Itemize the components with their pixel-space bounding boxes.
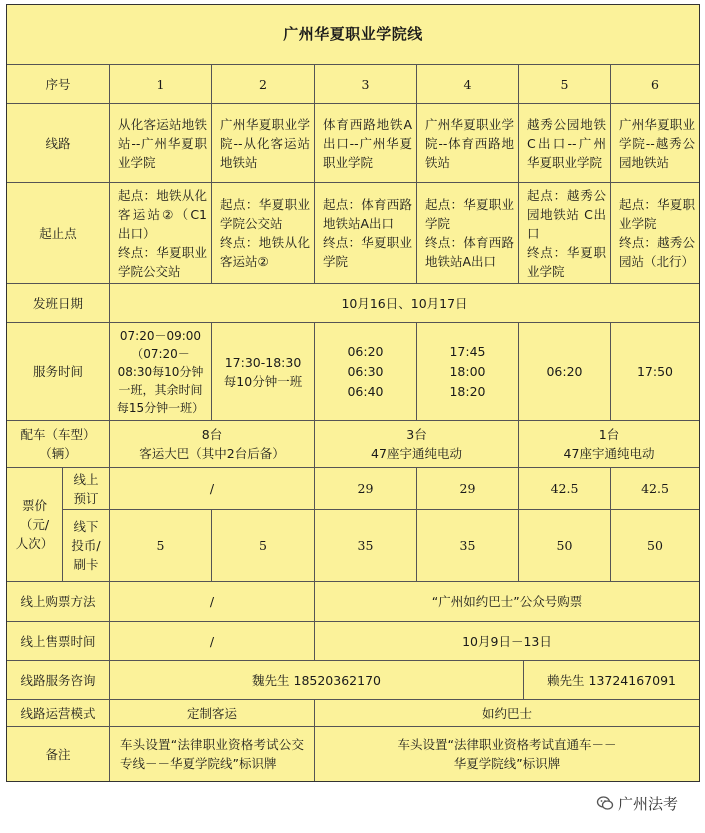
seq-1: 1 — [110, 65, 212, 104]
seq-6: 6 — [611, 65, 699, 104]
price-online-3: 29 — [315, 468, 417, 510]
remarks-2: 车头设置“法律职业资格考试直通车－－华夏学院线”标识牌 — [397, 737, 617, 771]
header-mode: 线路运营模式 — [7, 700, 110, 727]
vehicles-3: 1台 47座宇通纯电动 — [519, 421, 699, 468]
online-sale-time-2: 10月9日－13日 — [315, 622, 699, 661]
online-method-1: / — [110, 582, 315, 622]
consult-2: 赖先生 13724167091 — [524, 661, 699, 700]
header-price-offline: 线下 投币/ 刷卡 — [63, 510, 110, 582]
seq-2: 2 — [212, 65, 315, 104]
header-date: 发班日期 — [7, 284, 110, 323]
price-offline-5: 50 — [519, 510, 611, 582]
stops-1: 起点：地铁从化客运站②（C1出口） 终点：华夏职业学院公交站 — [110, 183, 212, 284]
wechat-icon — [596, 794, 614, 812]
header-route: 线路 — [7, 104, 110, 183]
price-offline-1: 5 — [110, 510, 212, 582]
watermark-text: 广州法考 — [618, 794, 679, 813]
header-price-online: 线上 预订 — [63, 468, 110, 510]
header-price: 票价 （元/ 人次） — [7, 468, 63, 582]
stops-2: 起点：华夏职业学院公交站 终点：地铁从化客运站② — [212, 183, 315, 284]
price-offline-3: 35 — [315, 510, 417, 582]
stops-6: 起点：华夏职业学院 终点：越秀公园站（北行） — [611, 183, 699, 284]
stops-3: 起点：体育西路地铁站A出口 终点：华夏职业学院 — [315, 183, 417, 284]
date-value: 10月16日、10月17日 — [110, 284, 699, 323]
route-5: 越秀公园地铁C出口--广州华夏职业学院 — [519, 104, 611, 183]
seq-4: 4 — [417, 65, 519, 104]
watermark — [596, 792, 678, 814]
price-offline-2: 5 — [212, 510, 315, 582]
header-seq: 序号 — [7, 65, 110, 104]
table-title: 广州华夏职业学院线 — [7, 5, 699, 65]
seq-5: 5 — [519, 65, 611, 104]
route-4: 广州华夏职业学院--体育西路地铁站 — [417, 104, 519, 183]
mode-1: 定制客运 — [110, 700, 315, 727]
route-2: 广州华夏职业学院--从化客运站地铁站 — [212, 104, 315, 183]
seq-3: 3 — [315, 65, 417, 104]
price-online-6: 42.5 — [611, 468, 699, 510]
route-3: 体育西路地铁A出口--广州华夏职业学院 — [315, 104, 417, 183]
price-offline-6: 50 — [611, 510, 699, 582]
service-time-3: 06:20 06:30 06:40 — [315, 323, 417, 421]
online-method-2: “广州如约巴士”公众号购票 — [315, 582, 699, 622]
route-6: 广州华夏职业学院--越秀公园地铁站 — [611, 104, 699, 183]
stops-5: 起点：越秀公园地铁站 C出口 终点：华夏职业学院 — [519, 183, 611, 284]
consult-1: 魏先生 18520362170 — [110, 661, 524, 700]
price-offline-4: 35 — [417, 510, 519, 582]
service-time-4: 17:45 18:00 18:20 — [417, 323, 519, 421]
service-time-6: 17:50 — [611, 323, 699, 421]
header-service-time: 服务时间 — [7, 323, 110, 421]
header-online-method: 线上购票方法 — [7, 582, 110, 622]
header-stops: 起止点 — [7, 183, 110, 284]
online-sale-time-1: / — [110, 622, 315, 661]
price-online-5: 42.5 — [519, 468, 611, 510]
vehicles-1: 8台 客运大巴（其中2台后备） — [110, 421, 315, 468]
bus-schedule-table — [6, 4, 700, 782]
header-remarks: 备注 — [7, 727, 110, 781]
vehicles-2: 3台 47座宇通纯电动 — [315, 421, 519, 468]
route-1: 从化客运站地铁站--广州华夏职业学院 — [110, 104, 212, 183]
header-online-sale-time: 线上售票时间 — [7, 622, 110, 661]
mode-2: 如约巴士 — [315, 700, 699, 727]
header-consult: 线路服务咨询 — [7, 661, 110, 700]
service-time-5: 06:20 — [519, 323, 611, 421]
service-time-2: 17:30-18:30 每10分钟一班 — [212, 323, 315, 421]
header-vehicles: 配车（车型） （辆） — [7, 421, 110, 468]
remarks-1: 车头设置“法律职业资格考试公交专线－－华夏学院线”标识牌 — [110, 727, 315, 781]
price-online-4: 29 — [417, 468, 519, 510]
service-time-1: 07:20－09:00 （07:20－08:30每10分钟一班，其余时间每15分钟一班） — [110, 323, 212, 421]
stops-4: 起点：华夏职业学院 终点：体育西路地铁站A出口 — [417, 183, 519, 284]
price-online-1-2: / — [110, 468, 315, 510]
